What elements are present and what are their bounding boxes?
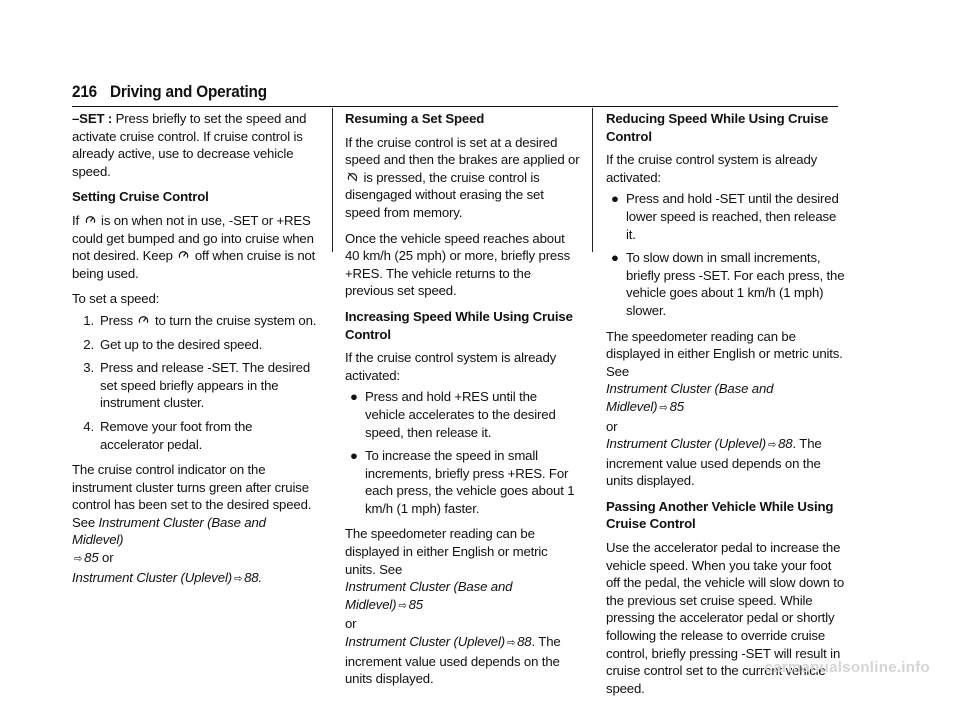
page-85-link[interactable]: 85 bbox=[408, 596, 423, 612]
page-ref-arrow-icon: ⇨ bbox=[398, 599, 407, 612]
list-item: ● Press and hold +RES until the vehicle accelerates to the desired speed, then release it. bbox=[350, 389, 556, 440]
column-divider bbox=[332, 108, 333, 252]
set-label: –SET : bbox=[72, 111, 113, 126]
instrument-cluster-uplevel-link[interactable]: Instrument Cluster (Uplevel) bbox=[606, 436, 766, 452]
if-active-text: If the cruise control system is already activated: bbox=[606, 152, 818, 185]
once-paragraph: Once the vehicle speed reaches about 40 km/h (25 mph) or more, briefly press +RES. The vehicle returns to the previous set speed. bbox=[345, 230, 571, 299]
bullet-icon: ● bbox=[350, 448, 358, 464]
reducing-heading: Reducing Speed While Using Cruise Control bbox=[606, 111, 829, 144]
list-item: ● To slow down in small increments, briefly press -SET. For each press, the vehicle goes about 1 km/h (1 mph) slower. bbox=[611, 250, 845, 318]
indicator-paragraph: The cruise control indicator on the instrument cluster turns green after cruise control has been set to the desired speed. See Instrument Cluster (Base and Midlevel) ⇨ 85 or Instrument Cluster (Uplevel) ⇨ 88. bbox=[72, 462, 312, 585]
passing-heading: Passing Another Vehicle While Using Cruise Control bbox=[606, 498, 834, 532]
resuming-paragraph: If the cruise control is set at a desired speed and then the brakes are applied or is pressed, the cruise control is disengaged without erasing the set speed from memory. bbox=[345, 134, 580, 220]
list-item: 1. Press to turn the cruise system on. bbox=[83, 312, 317, 328]
page-85-link[interactable]: 85 bbox=[84, 550, 99, 566]
speedo-paragraph: The speedometer reading can be displayed in either English or metric units. See Instrument Cluster (Base and Midlevel) ⇨ 85 or Instrument Cluster (Uplevel) ⇨ 88. The increment value used depends on the units displayed. bbox=[606, 328, 843, 489]
page-88-link[interactable]: 88 bbox=[517, 634, 532, 650]
page-header bbox=[72, 82, 838, 107]
page-88-link[interactable]: 88. bbox=[244, 569, 263, 585]
bullet-icon: ● bbox=[611, 250, 619, 266]
section-title: Driving and Operating bbox=[109, 82, 267, 101]
steps-list bbox=[72, 312, 317, 453]
page-number: 216 bbox=[72, 82, 97, 101]
setting-paragraph: If is on when not in use, -SET or +RES could get bumped and go into cruise when not desired. Keep off when cruise is not being used. bbox=[72, 212, 316, 281]
reduce-bullets bbox=[606, 190, 846, 319]
list-item: 2. Get up to the desired speed. bbox=[83, 336, 263, 352]
set-description: –SET : Press briefly to set the speed and activate cruise control. If cruise control is already active, use to decrease vehicle speed. bbox=[72, 111, 307, 179]
page-ref-arrow-icon: ⇨ bbox=[767, 439, 777, 452]
increase-bullets bbox=[345, 388, 580, 517]
setting-heading: Setting Cruise Control bbox=[72, 189, 209, 205]
page-ref-arrow-icon: ⇨ bbox=[233, 572, 243, 585]
cruise-control-icon bbox=[178, 249, 189, 261]
list-item: 3. Press and release -SET. The desired set speed briefly appears in the instrument cluster. bbox=[83, 360, 311, 411]
bullet-icon: ● bbox=[611, 191, 619, 207]
column-2 bbox=[345, 110, 580, 696]
increasing-heading: Increasing Speed While Using Cruise Control bbox=[345, 308, 573, 342]
instrument-cluster-base-link[interactable]: Instrument Cluster (Base and Midlevel) bbox=[345, 579, 513, 612]
list-item: ● To increase the speed in small increments, briefly press +RES. For each press, the vehicle goes about 1 km/h (1 mph) faster. bbox=[350, 448, 575, 516]
column-1 bbox=[72, 110, 317, 596]
instrument-cluster-base-link[interactable]: Instrument Cluster (Base and Midlevel) bbox=[72, 514, 266, 548]
column-divider bbox=[592, 108, 593, 252]
if-active-text: If the cruise control system is already activated: bbox=[345, 350, 557, 383]
page-85-link[interactable]: 85 bbox=[669, 398, 684, 414]
footer bbox=[0, 656, 960, 678]
passing-paragraph: Use the accelerator pedal to increase the vehicle speed. When you take your foot off the pedal, the vehicle will slow down to the previous set cruise speed. While pressing the accelerator pedal or shortly following the release to override cruise control, briefly pressing -SET will result in cruise control set to the current vehicle speed. bbox=[606, 540, 844, 696]
instrument-cluster-uplevel-link[interactable]: Instrument Cluster (Uplevel) bbox=[345, 634, 505, 650]
list-item: ● Press and hold -SET until the desired lower speed is reached, then release it. bbox=[611, 191, 839, 242]
page-ref-arrow-icon: ⇨ bbox=[74, 553, 83, 566]
to-set-label: To set a speed: bbox=[72, 291, 160, 307]
list-item: 4. Remove your foot from the accelerator pedal. bbox=[83, 418, 253, 452]
cruise-control-icon bbox=[85, 214, 96, 226]
instrument-cluster-uplevel-link[interactable]: Instrument Cluster (Uplevel) bbox=[72, 569, 232, 585]
instrument-cluster-base-link[interactable]: Instrument Cluster (Base and Midlevel) bbox=[606, 381, 774, 414]
page-ref-arrow-icon: ⇨ bbox=[659, 401, 668, 414]
page-88-link[interactable]: 88 bbox=[778, 436, 793, 452]
cruise-control-icon bbox=[138, 314, 149, 326]
cruise-cancel-icon bbox=[347, 171, 358, 183]
bullet-icon: ● bbox=[350, 389, 358, 405]
resuming-heading: Resuming a Set Speed bbox=[345, 111, 485, 126]
page-ref-arrow-icon: ⇨ bbox=[506, 637, 516, 650]
watermark: carmanualsonline.info bbox=[764, 659, 930, 676]
speedo-paragraph: The speedometer reading can be displayed in either English or metric units. See Instrument Cluster (Base and Midlevel) ⇨ 85 or Instrument Cluster (Uplevel) ⇨ 88. The increment value used depends on the units displayed. bbox=[345, 526, 561, 687]
column-3 bbox=[606, 110, 846, 705]
